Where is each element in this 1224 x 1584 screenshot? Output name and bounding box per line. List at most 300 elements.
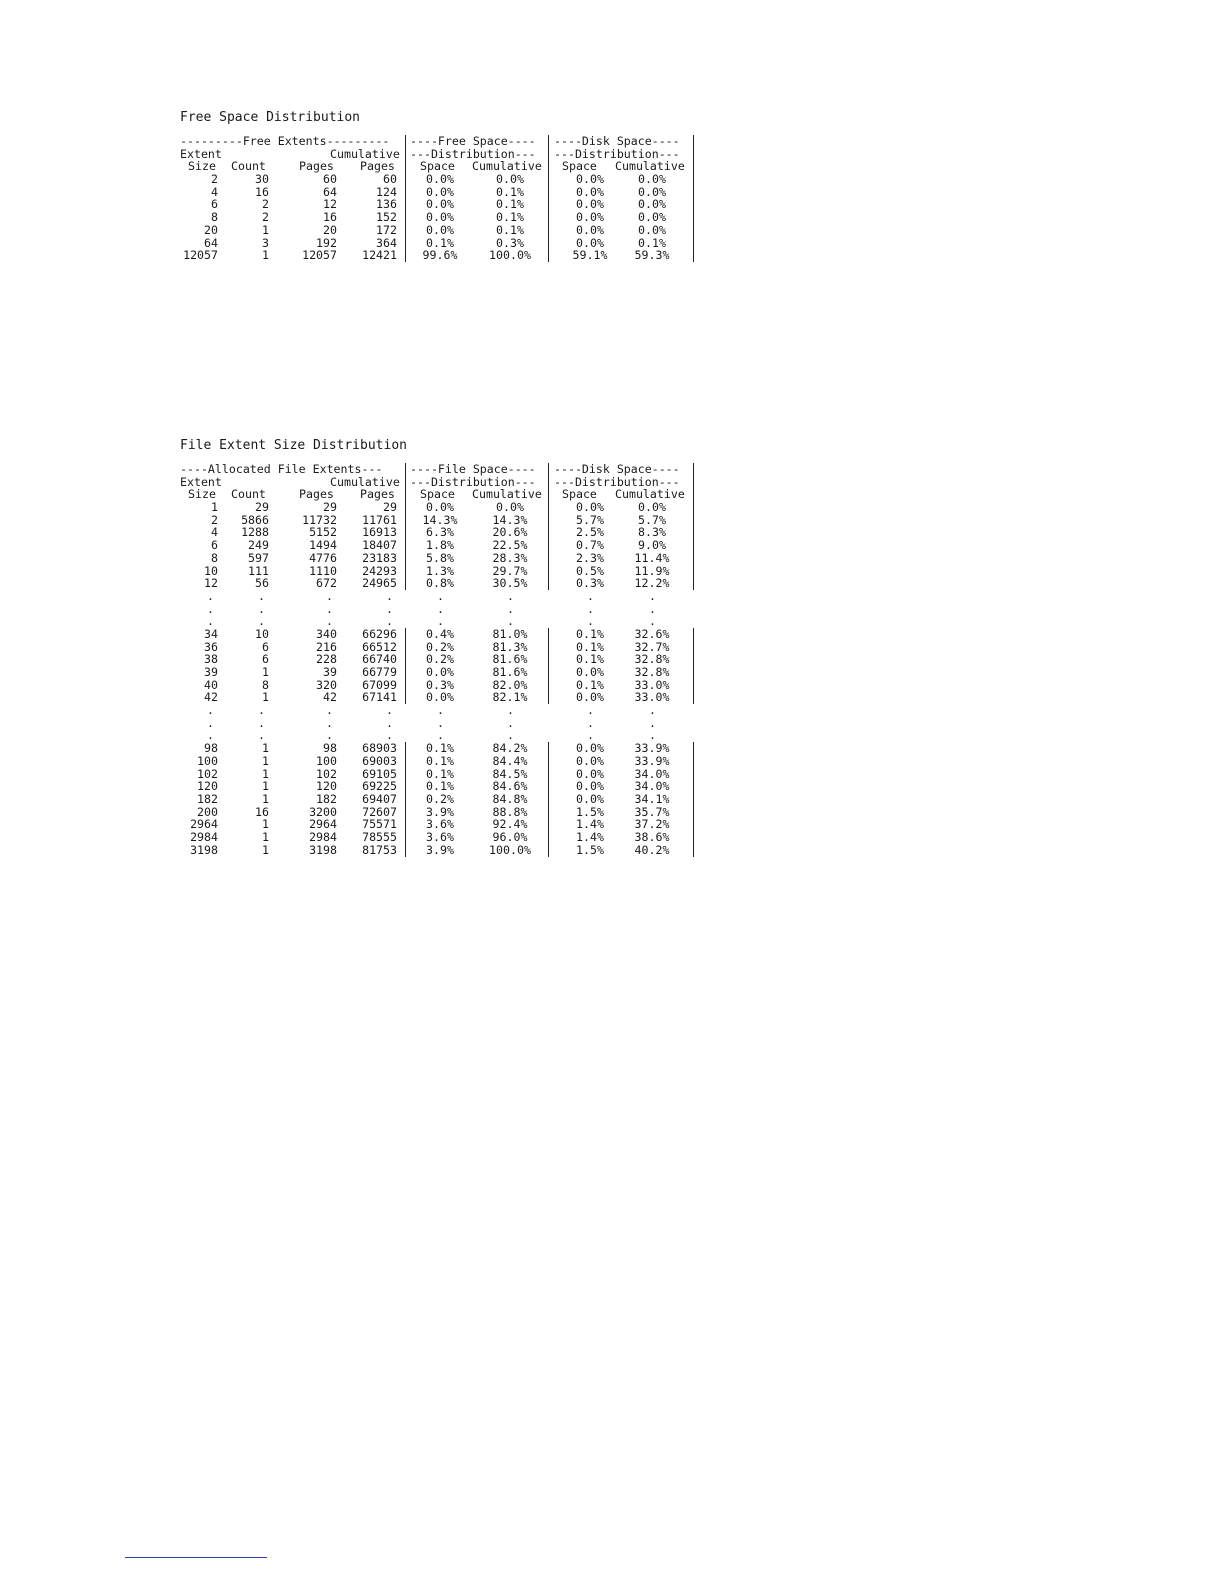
table-cell: 1 bbox=[262, 753, 269, 768]
table-cell: 84.5% bbox=[492, 766, 528, 781]
table-cell: 672 bbox=[316, 576, 337, 591]
column-divider bbox=[693, 628, 694, 704]
table-row bbox=[180, 222, 666, 237]
free-space-title: Free Space Distribution bbox=[180, 110, 361, 125]
column-divider bbox=[693, 135, 694, 262]
table-cell: 0.0% bbox=[576, 222, 604, 237]
column-header: Cumulative bbox=[472, 487, 542, 502]
table-cell: 120 bbox=[316, 779, 337, 794]
table-cell: 6 bbox=[262, 652, 269, 667]
table-cell: 0.0% bbox=[426, 210, 454, 225]
table-cell: . bbox=[507, 703, 514, 718]
table-cell: 1 bbox=[262, 665, 269, 679]
column-header: Space bbox=[562, 159, 597, 174]
column-header: ---Distribution--- bbox=[554, 474, 680, 489]
table-cell: 96.0% bbox=[492, 829, 528, 844]
column-header: Extent bbox=[180, 146, 222, 161]
table-cell: 3.6% bbox=[426, 817, 454, 832]
table-cell: 38.6% bbox=[634, 829, 670, 844]
table-cell: 29 bbox=[323, 500, 337, 515]
table-cell: 0.8% bbox=[426, 576, 454, 591]
table-cell: 99.6% bbox=[422, 248, 458, 263]
table-cell: 33.0% bbox=[634, 677, 670, 692]
table-cell: 1110 bbox=[309, 563, 337, 578]
table-cell: 0.0% bbox=[576, 779, 604, 794]
table-cell: . bbox=[326, 728, 333, 743]
table-row bbox=[180, 703, 656, 718]
table-cell: . bbox=[507, 614, 514, 629]
table-cell: . bbox=[587, 614, 594, 629]
table-cell: 1 bbox=[211, 500, 218, 515]
table-cell: 82.0% bbox=[492, 677, 528, 692]
table-row bbox=[180, 665, 670, 679]
table-cell: 40.2% bbox=[634, 842, 670, 857]
table-cell: 200 bbox=[197, 804, 218, 819]
table-cell: 18407 bbox=[362, 538, 397, 553]
table-cell: 1.4% bbox=[576, 829, 604, 844]
table-cell: 66512 bbox=[362, 639, 397, 654]
table-cell: 30 bbox=[255, 172, 269, 187]
table-cell: 0.0% bbox=[426, 500, 454, 515]
table-cell: 29 bbox=[255, 500, 269, 515]
table-cell: 1 bbox=[262, 779, 269, 794]
table-row bbox=[180, 791, 670, 806]
header-row bbox=[180, 134, 680, 148]
table-cell: . bbox=[507, 588, 514, 603]
table-cell: 0.0% bbox=[426, 690, 454, 705]
table-cell: 33.0% bbox=[634, 690, 670, 705]
table-cell: . bbox=[437, 715, 444, 730]
table-cell: 9.0% bbox=[638, 538, 666, 553]
table-cell: . bbox=[386, 703, 393, 718]
table-cell: . bbox=[326, 588, 333, 603]
file-extent-table bbox=[180, 462, 685, 857]
table-cell: 0.0% bbox=[576, 690, 604, 705]
column-header: Space bbox=[420, 487, 455, 502]
table-cell: 340 bbox=[316, 626, 337, 641]
table-cell: 1.8% bbox=[426, 538, 454, 553]
column-header: ----Disk Space---- bbox=[554, 134, 680, 148]
table-cell: 10 bbox=[204, 563, 218, 578]
table-cell: 32.8% bbox=[634, 652, 670, 667]
column-divider bbox=[548, 628, 549, 704]
column-header: Space bbox=[420, 159, 455, 174]
table-cell: 11732 bbox=[302, 512, 337, 527]
column-header: Pages bbox=[360, 159, 395, 174]
table-cell: 8 bbox=[211, 550, 218, 565]
table-cell: 16 bbox=[255, 184, 269, 199]
table-cell: 1 bbox=[262, 690, 269, 705]
table-cell: 0.0% bbox=[576, 665, 604, 679]
table-cell: . bbox=[207, 588, 214, 603]
table-cell: 0.0% bbox=[496, 500, 524, 515]
column-divider bbox=[548, 135, 549, 262]
table-cell: 30.5% bbox=[492, 576, 528, 591]
table-cell: 66740 bbox=[362, 652, 397, 667]
table-row bbox=[180, 248, 670, 263]
column-header: Count bbox=[231, 487, 266, 502]
table-cell: . bbox=[207, 728, 214, 743]
table-cell: . bbox=[437, 614, 444, 629]
table-cell: 67141 bbox=[362, 690, 397, 705]
table-cell: 2 bbox=[211, 512, 218, 527]
table-cell: 0.0% bbox=[576, 184, 604, 199]
column-divider bbox=[405, 742, 406, 856]
table-cell: 34.0% bbox=[634, 779, 670, 794]
table-cell: 12057 bbox=[183, 248, 218, 263]
column-header: ---Distribution--- bbox=[410, 474, 536, 489]
column-divider bbox=[405, 628, 406, 704]
table-cell: . bbox=[587, 715, 594, 730]
table-cell: 78555 bbox=[362, 829, 397, 844]
table-cell: 0.0% bbox=[426, 197, 454, 212]
file-extent-section bbox=[180, 438, 685, 857]
column-divider bbox=[405, 135, 406, 262]
table-cell: 0.3% bbox=[576, 576, 604, 591]
table-cell: 68903 bbox=[362, 741, 397, 756]
table-cell: 3.6% bbox=[426, 829, 454, 844]
table-row bbox=[180, 690, 670, 705]
column-header: Extent bbox=[180, 474, 222, 489]
table-cell: 124 bbox=[376, 184, 397, 199]
table-cell: 3198 bbox=[309, 842, 337, 857]
table-cell: 2984 bbox=[309, 829, 337, 844]
table-cell: 1 bbox=[262, 248, 269, 263]
table-cell: 0.1% bbox=[576, 677, 604, 692]
table-cell: . bbox=[258, 703, 265, 718]
table-cell: 98 bbox=[323, 741, 337, 756]
table-cell: 0.0% bbox=[638, 172, 666, 187]
table-cell: . bbox=[386, 588, 393, 603]
table-cell: 5152 bbox=[309, 525, 337, 540]
table-cell: 39 bbox=[323, 665, 337, 679]
column-header: Cumulative bbox=[615, 159, 685, 174]
table-cell: 69105 bbox=[362, 766, 397, 781]
table-cell: 0.5% bbox=[576, 563, 604, 578]
table-cell: . bbox=[326, 715, 333, 730]
table-cell: 0.0% bbox=[638, 210, 666, 225]
table-cell: . bbox=[437, 588, 444, 603]
table-cell: 102 bbox=[197, 766, 218, 781]
file-extent-title: File Extent Size Distribution bbox=[180, 438, 407, 453]
table-cell: 66779 bbox=[362, 665, 397, 679]
table-cell: 64 bbox=[323, 184, 337, 199]
table-cell: 0.1% bbox=[496, 210, 524, 225]
table-cell: 1494 bbox=[309, 538, 337, 553]
table-cell: 8 bbox=[262, 677, 269, 692]
table-cell: . bbox=[587, 601, 594, 616]
table-cell: 24293 bbox=[362, 563, 397, 578]
column-divider bbox=[405, 463, 406, 590]
table-cell: 12057 bbox=[302, 248, 337, 263]
table-cell: 0.1% bbox=[496, 184, 524, 199]
header-row bbox=[180, 462, 680, 476]
column-divider bbox=[693, 742, 694, 856]
table-cell: 72607 bbox=[362, 804, 397, 819]
table-cell: 32.6% bbox=[634, 626, 670, 641]
table-cell: 3200 bbox=[309, 804, 337, 819]
table-row bbox=[180, 741, 670, 756]
table-cell: . bbox=[258, 728, 265, 743]
table-cell: 92.4% bbox=[492, 817, 528, 832]
table-cell: 0.0% bbox=[576, 791, 604, 806]
column-header: ----Free Space---- bbox=[410, 134, 536, 148]
table-cell: 11761 bbox=[362, 512, 397, 527]
table-cell: 0.0% bbox=[576, 741, 604, 756]
table-cell: 0.1% bbox=[426, 235, 454, 250]
table-cell: 1 bbox=[262, 817, 269, 832]
table-cell: 0.0% bbox=[426, 184, 454, 199]
free-space-table bbox=[180, 134, 685, 263]
table-cell: 0.3% bbox=[426, 677, 454, 692]
table-cell: . bbox=[207, 715, 214, 730]
table-cell: 29.7% bbox=[492, 563, 528, 578]
table-cell: 69003 bbox=[362, 753, 397, 768]
column-header: ----Allocated File Extents--- bbox=[180, 462, 383, 476]
table-cell: 6.3% bbox=[426, 525, 454, 540]
table-cell: 81753 bbox=[362, 842, 397, 857]
column-header: ---Distribution--- bbox=[554, 146, 680, 161]
table-cell: 0.0% bbox=[638, 500, 666, 515]
table-cell: 0.0% bbox=[576, 210, 604, 225]
table-cell: 84.2% bbox=[492, 741, 528, 756]
table-cell: . bbox=[207, 614, 214, 629]
table-cell: 136 bbox=[376, 197, 397, 212]
table-cell: 12421 bbox=[362, 248, 397, 263]
table-cell: 64 bbox=[204, 235, 218, 250]
table-cell: 2984 bbox=[190, 829, 218, 844]
table-row bbox=[180, 576, 670, 591]
table-cell: 0.0% bbox=[576, 235, 604, 250]
table-cell: 1.3% bbox=[426, 563, 454, 578]
table-cell: 37.2% bbox=[634, 817, 670, 832]
table-cell: 182 bbox=[197, 791, 218, 806]
table-cell: . bbox=[207, 601, 214, 616]
table-cell: 0.0% bbox=[576, 172, 604, 187]
table-cell: 6 bbox=[211, 538, 218, 553]
table-row bbox=[180, 550, 670, 565]
table-cell: 34.0% bbox=[634, 766, 670, 781]
table-cell: 67099 bbox=[362, 677, 397, 692]
column-header: ---------Free Extents--------- bbox=[180, 134, 390, 148]
table-cell: 1 bbox=[262, 791, 269, 806]
table-cell: 14.3% bbox=[492, 512, 528, 527]
table-cell: 0.0% bbox=[638, 222, 666, 237]
table-cell: 0.0% bbox=[638, 184, 666, 199]
column-header: Size bbox=[188, 159, 216, 174]
table-cell: . bbox=[258, 715, 265, 730]
footnote-rule bbox=[125, 1557, 267, 1558]
table-row bbox=[180, 172, 666, 187]
table-cell: 320 bbox=[316, 677, 337, 692]
table-cell: 10 bbox=[255, 626, 269, 641]
table-cell: 102 bbox=[316, 766, 337, 781]
table-cell: 0.0% bbox=[576, 766, 604, 781]
table-row bbox=[180, 588, 656, 603]
table-cell: 120 bbox=[197, 779, 218, 794]
table-row bbox=[180, 601, 656, 616]
table-row bbox=[180, 210, 666, 225]
table-cell: 75571 bbox=[362, 817, 397, 832]
table-row bbox=[180, 842, 670, 857]
table-cell: 597 bbox=[248, 550, 269, 565]
table-cell: 0.0% bbox=[576, 500, 604, 515]
table-cell: 8 bbox=[211, 210, 218, 225]
free-space-section bbox=[180, 110, 685, 263]
table-cell: 5.7% bbox=[638, 512, 666, 527]
table-cell: 32.8% bbox=[634, 665, 670, 679]
table-cell: 2964 bbox=[309, 817, 337, 832]
table-cell: 5866 bbox=[241, 512, 269, 527]
table-cell: . bbox=[326, 703, 333, 718]
column-header: Pages bbox=[299, 159, 334, 174]
table-cell: 98 bbox=[204, 741, 218, 756]
table-cell: 0.0% bbox=[426, 172, 454, 187]
table-cell: 100 bbox=[197, 753, 218, 768]
table-cell: 0.7% bbox=[576, 538, 604, 553]
table-cell: 216 bbox=[316, 639, 337, 654]
table-cell: 5.7% bbox=[576, 512, 604, 527]
table-cell: 24965 bbox=[362, 576, 397, 591]
table-cell: 66296 bbox=[362, 626, 397, 641]
table-cell: 0.0% bbox=[576, 753, 604, 768]
table-cell: 6 bbox=[211, 197, 218, 212]
table-cell: 100 bbox=[316, 753, 337, 768]
table-cell: 12 bbox=[204, 576, 218, 591]
table-cell: 0.1% bbox=[576, 639, 604, 654]
table-cell: 60 bbox=[383, 172, 397, 187]
table-cell: 8.3% bbox=[638, 525, 666, 540]
table-cell: 2 bbox=[262, 210, 269, 225]
table-cell: 20 bbox=[204, 222, 218, 237]
table-cell: 0.3% bbox=[496, 235, 524, 250]
table-row bbox=[180, 626, 670, 641]
table-cell: 11.4% bbox=[634, 550, 670, 565]
column-header: Pages bbox=[360, 487, 395, 502]
table-cell: . bbox=[587, 703, 594, 718]
table-cell: 0.1% bbox=[426, 753, 454, 768]
table-cell: 38 bbox=[204, 652, 218, 667]
table-row bbox=[180, 500, 666, 515]
table-cell: 0.1% bbox=[496, 222, 524, 237]
table-cell: 42 bbox=[323, 690, 337, 705]
table-cell: 2.3% bbox=[576, 550, 604, 565]
column-header: ----Disk Space---- bbox=[554, 462, 680, 476]
table-row bbox=[180, 538, 666, 553]
table-cell: 3.9% bbox=[426, 842, 454, 857]
table-cell: 2 bbox=[211, 172, 218, 187]
table-cell: 32.7% bbox=[634, 639, 670, 654]
table-cell: . bbox=[587, 588, 594, 603]
table-cell: 2.5% bbox=[576, 525, 604, 540]
table-cell: 81.3% bbox=[492, 639, 528, 654]
table-cell: . bbox=[437, 601, 444, 616]
table-cell: 1.4% bbox=[576, 817, 604, 832]
table-cell: 56 bbox=[255, 576, 269, 591]
table-cell: . bbox=[437, 703, 444, 718]
table-cell: 0.4% bbox=[426, 626, 454, 641]
table-cell: 1288 bbox=[241, 525, 269, 540]
table-cell: 29 bbox=[383, 500, 397, 515]
table-cell: 59.3% bbox=[634, 248, 670, 263]
table-cell: 0.1% bbox=[426, 766, 454, 781]
table-cell: 81.0% bbox=[492, 626, 528, 641]
table-cell: 100.0% bbox=[489, 842, 531, 857]
table-cell: . bbox=[649, 588, 656, 603]
table-cell: 81.6% bbox=[492, 652, 528, 667]
table-cell: 0.1% bbox=[576, 652, 604, 667]
table-cell: 4 bbox=[211, 184, 218, 199]
table-cell: . bbox=[649, 703, 656, 718]
table-cell: 0.0% bbox=[496, 172, 524, 187]
table-cell: . bbox=[649, 614, 656, 629]
column-header: Cumulative bbox=[330, 474, 400, 489]
table-cell: 4 bbox=[211, 525, 218, 540]
table-cell: 0.0% bbox=[638, 197, 666, 212]
table-cell: 16913 bbox=[362, 525, 397, 540]
table-cell: 14.3% bbox=[422, 512, 458, 527]
column-divider bbox=[548, 463, 549, 590]
table-cell: 33.9% bbox=[634, 753, 670, 768]
table-cell: 2 bbox=[262, 197, 269, 212]
table-cell: 28.3% bbox=[492, 550, 528, 565]
table-cell: 59.1% bbox=[572, 248, 608, 263]
table-cell: . bbox=[649, 601, 656, 616]
table-row bbox=[180, 715, 656, 730]
table-cell: 81.6% bbox=[492, 665, 528, 679]
table-cell: 0.1% bbox=[638, 235, 666, 250]
table-cell: 1.5% bbox=[576, 842, 604, 857]
column-header: Pages bbox=[299, 487, 334, 502]
table-cell: . bbox=[386, 601, 393, 616]
table-cell: 42 bbox=[204, 690, 218, 705]
table-cell: 22.5% bbox=[492, 538, 528, 553]
table-cell: 69225 bbox=[362, 779, 397, 794]
table-cell: 228 bbox=[316, 652, 337, 667]
table-cell: 4776 bbox=[309, 550, 337, 565]
table-cell: 40 bbox=[204, 677, 218, 692]
table-cell: . bbox=[587, 728, 594, 743]
table-cell: 249 bbox=[248, 538, 269, 553]
table-cell: 2964 bbox=[190, 817, 218, 832]
column-header: ----File Space---- bbox=[410, 462, 536, 476]
table-cell: . bbox=[507, 715, 514, 730]
table-cell: 84.8% bbox=[492, 791, 528, 806]
table-cell: 39 bbox=[204, 665, 218, 679]
column-header: Cumulative bbox=[615, 487, 685, 502]
table-cell: . bbox=[326, 614, 333, 629]
column-header: Cumulative bbox=[330, 146, 400, 161]
table-cell: 1 bbox=[262, 842, 269, 857]
table-cell: 0.2% bbox=[426, 639, 454, 654]
table-cell: 0.1% bbox=[496, 197, 524, 212]
table-cell: 34.1% bbox=[634, 791, 670, 806]
table-cell: 0.2% bbox=[426, 791, 454, 806]
table-cell: . bbox=[507, 601, 514, 616]
table-cell: . bbox=[649, 728, 656, 743]
table-cell: 82.1% bbox=[492, 690, 528, 705]
table-cell: 0.0% bbox=[426, 665, 454, 679]
table-cell: 33.9% bbox=[634, 741, 670, 756]
table-cell: 60 bbox=[323, 172, 337, 187]
table-cell: . bbox=[258, 601, 265, 616]
table-row bbox=[180, 779, 670, 794]
table-cell: 0.0% bbox=[426, 222, 454, 237]
table-cell: 152 bbox=[376, 210, 397, 225]
column-header: Cumulative bbox=[472, 159, 542, 174]
column-header: Space bbox=[562, 487, 597, 502]
table-cell: 1 bbox=[262, 766, 269, 781]
